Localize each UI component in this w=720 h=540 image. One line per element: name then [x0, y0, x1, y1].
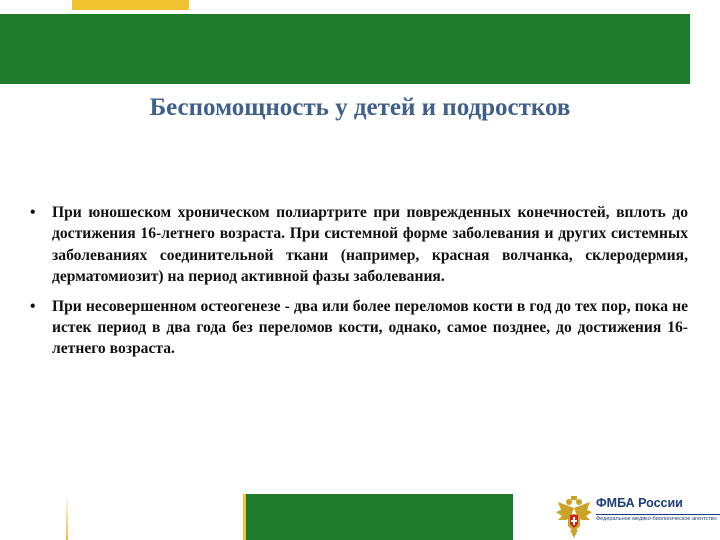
header-green-banner: [0, 14, 690, 84]
footer-green-block: [243, 494, 513, 540]
eagle-emblem-icon: [552, 494, 596, 540]
top-gold-bar: [72, 0, 189, 10]
footer-gold-strip: [243, 494, 246, 540]
bullet-mark: •: [30, 204, 36, 221]
logo-divider: [596, 514, 720, 515]
bullet-item: [30, 296, 688, 360]
bullet-mark: •: [30, 297, 36, 315]
fmba-logo: [552, 490, 720, 540]
bullet-text: При несовершенном остеогенезе - два или более переломов кости в год до тех пор, пока не истек период в два года без переломов кости, однако, самое позднее, до достижения 16-летнего возраста.: [52, 297, 688, 358]
slide-title: Беспомощность у детей и подростков: [149, 94, 571, 121]
bullet-text: При юношеском хроническом полиартрите при поврежденных конечностей, вплоть до достижения 16-летнего возраста. При системной форме заболевания и других системных заболеваниях соединительной ткани (например, красная волчанка, склеродермия, дерматомиозит) на период активной фазы заболевания.: [52, 204, 688, 286]
logo-subtitle: Федеральное медико-биологическое агентство: [596, 516, 717, 522]
bottom-gold-line: [66, 494, 68, 540]
logo-brand-text: ФМБА России: [596, 496, 683, 510]
bullet-item: [30, 202, 688, 288]
slide-content: [30, 202, 688, 368]
